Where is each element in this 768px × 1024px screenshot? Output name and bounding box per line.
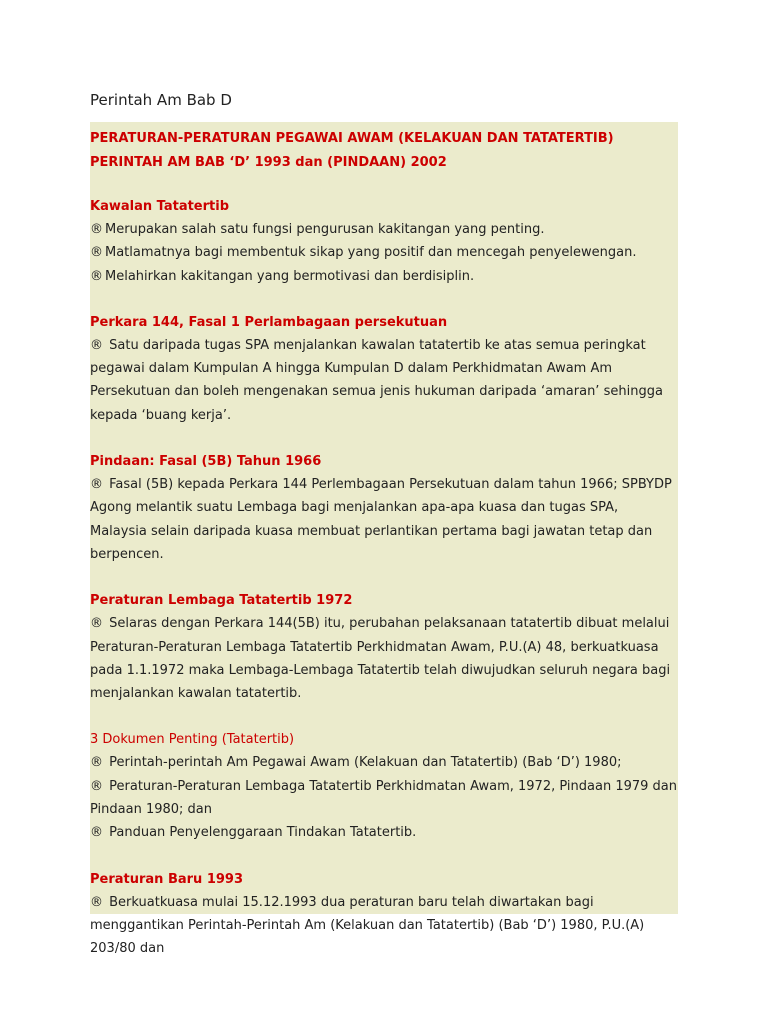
bullet-icon: ®	[90, 245, 103, 261]
bullet-paragraph: ® Perintah-perintah Am Pegawai Awam (Kelakuan dan Tatatertib) (Bab ‘D’) 1980;	[90, 755, 622, 771]
section-perkara-144	[90, 311, 678, 427]
document-content-box	[90, 122, 678, 957]
bullet-icon: ®	[90, 222, 103, 237]
section-heading: Perkara 144, Fasal 1 Perlambagaan persekutuan	[90, 314, 448, 330]
bullet-paragraph: ® Fasal (5B) kepada Perkara 144 Perlembagaan Persekutuan dalam tahun 1966; SPBYDP Agong melantik suatu Lembaga bagi menjalankan apa-apa kuasa dan tugas SPA, Malaysia selain daripada kuasa membuat perlantikan pertama bagi jawatan tetap dan berpencen.	[90, 477, 672, 562]
bullet-paragraph: ® Peraturan-Peraturan Lembaga Tatatertib Perkhidmatan Awam, 1972, Pindaan 1979 dan Pindaan 1980; dan	[90, 778, 677, 818]
bullet-paragraph: ® Matlamatnya bagi membentuk sikap yang positif dan mencegah penyelewengan.	[90, 245, 637, 261]
section-heading: Pindaan: Fasal (5B) Tahun 1966	[90, 454, 322, 470]
section-kawalan-tatatertib	[90, 195, 678, 288]
bullet-paragraph: ® Satu daripada tugas SPA menjalankan kawalan tatatertib ke atas semua peringkat pegawai dalam Kumpulan A hingga Kumpulan D dalam Perkhidmatan Awam Am Persekutuan dan boleh mengenakan semua jenis hukuman daripada ‘amaran’ sehingga kepada ‘buang kerja’.	[90, 337, 663, 423]
bullet-icon: ®	[90, 778, 103, 794]
bullet-paragraph: ® Panduan Penyelenggaraan Tindakan Tatatertib.	[90, 825, 417, 841]
bullet-paragraph: ® Selaras dengan Perkara 144(5B) itu, perubahan pelaksanaan tatatertib dibuat melalui Peraturan-Peraturan Lembaga Tatatertib Perkhidmatan Awam, P.U.(A) 48, berkuatkuasa pada 1.1.1972 maka Lembaga-Lembaga Tatatertib telah diwujudkan seluruh negara bagi menjalankan kawalan tatatertib.	[90, 616, 671, 702]
bullet-icon: ®	[90, 268, 103, 284]
bullet-paragraph: ® Merupakan salah satu fungsi pengurusan kakitangan yang penting.	[90, 222, 545, 237]
bullet-icon: ®	[90, 755, 103, 771]
main-heading: PERATURAN-PERATURAN PEGAWAI AWAM (KELAKUAN DAN TATATERTIB) PERINTAH AM BAB ‘D’ 1993 dan (PINDAAN) 2002	[90, 131, 614, 170]
bullet-paragraph: ® Berkuatkuasa mulai 15.12.1993 dua peraturan baru telah diwartakan bagi menggantikan Perintah-Perintah Am (Kelakuan dan Tatatertib) (Bab ‘D’) 1980, P.U.(A) 203/80 dan	[90, 894, 645, 957]
bullet-icon: ®	[90, 825, 103, 841]
page-title: Perintah Am Bab D	[90, 91, 232, 109]
section-peraturan-baru-1993	[90, 868, 678, 961]
bullet-icon: ®	[90, 894, 103, 910]
section-peraturan-lembaga-1972	[90, 589, 678, 705]
bullet-icon: ®	[90, 337, 103, 353]
bullet-icon: ®	[90, 477, 103, 493]
section-3-dokumen-penting	[90, 728, 678, 844]
section-pindaan-fasal-5b	[90, 450, 678, 566]
section-heading: Peraturan Lembaga Tatatertib 1972	[90, 593, 353, 609]
section-heading: Peraturan Baru 1993	[90, 871, 244, 887]
section-heading: Kawalan Tatatertib	[90, 199, 230, 214]
bullet-icon: ®	[90, 616, 103, 632]
section-heading: 3 Dokumen Penting (Tatatertib)	[90, 732, 295, 748]
bullet-paragraph: ® Melahirkan kakitangan yang bermotivasi dan berdisiplin.	[90, 268, 475, 284]
